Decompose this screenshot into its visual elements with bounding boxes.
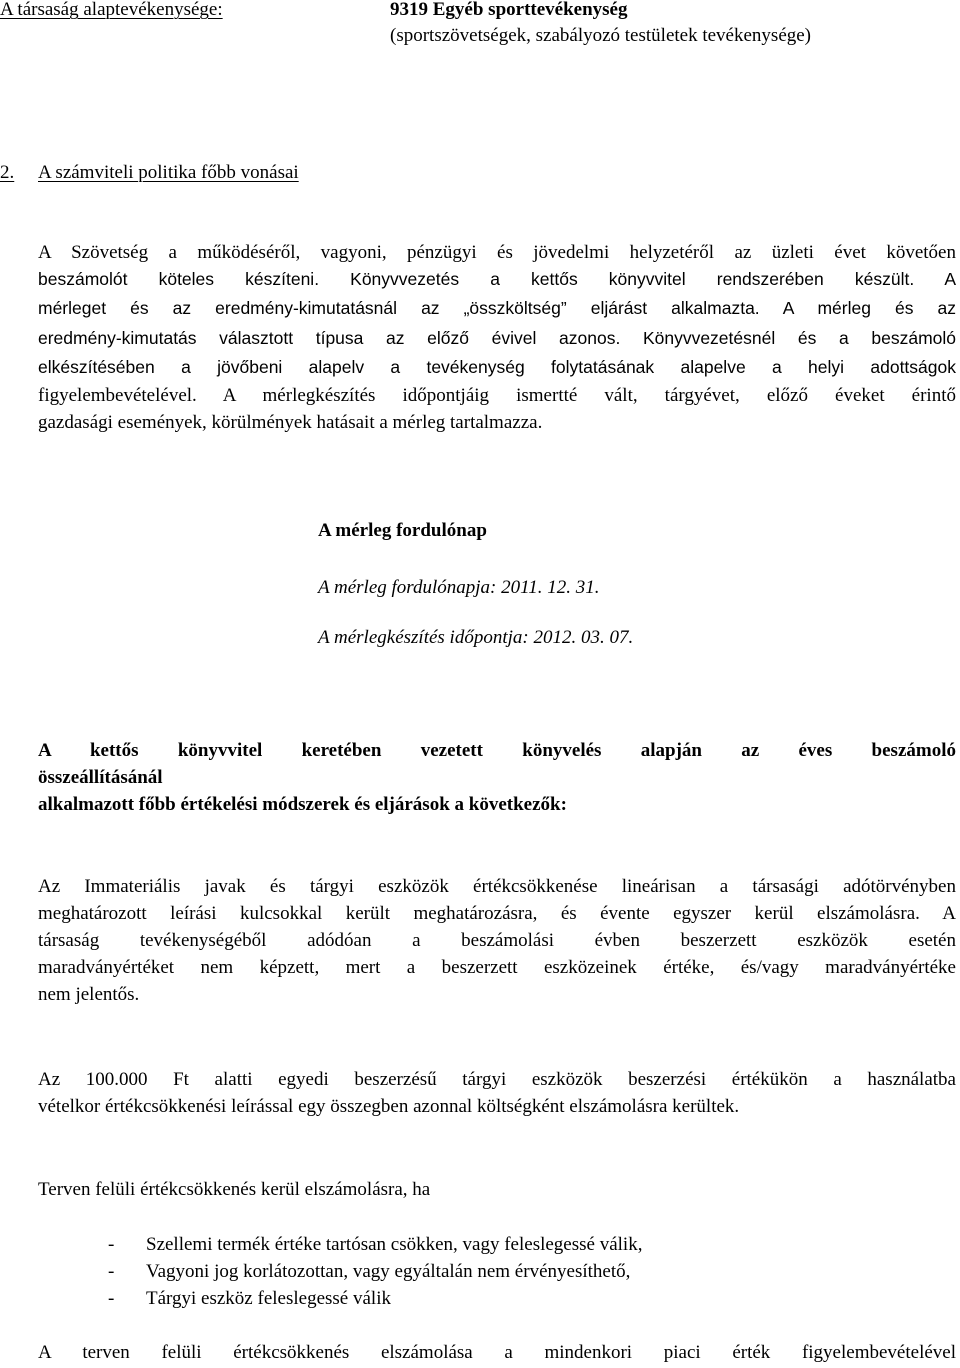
impairment-closing: A terven felüli értékcsökkenés elszámolása a mindenkori piaci érték figyelembevételével (38, 1342, 956, 1363)
intro-line-3: mérleget és az eredmény-kimutatásnál az „összköltség” eljárást alkalmazta. A mérleg és az (38, 298, 956, 318)
activity-code: 9319 Egyéb sporttevékenység (390, 0, 628, 20)
activity-description: (sportszövetségek, szabályozó testületek tevékenysége) (390, 25, 812, 46)
list-item: Szellemi termék értéke tartósan csökken, vagy feleslegessé válik, (146, 1234, 643, 1255)
methods-heading-line-3: alkalmazott főbb értékelési módszerek és eljárások a következők: (38, 794, 567, 815)
depreciation-line-2: meghatározott leírási kulcsokkal került meghatározásra, és évente egyszer kerül elszámolásra. A (38, 903, 956, 924)
intro-line-4: eredmény-kimutatás választott típusa az előző évivel azonos. Könyvvezetésnél és a beszámoló (38, 328, 956, 348)
intro-line-1: A Szövetség a működéséről, vagyoni, pénzügyi és jövedelmi helyzetéről az üzleti évet követően (38, 242, 956, 263)
list-item-dash: - (108, 1261, 115, 1282)
depreciation-line-5: nem jelentős. (38, 984, 140, 1005)
section-title: A számviteli politika főbb vonásai (38, 162, 299, 183)
list-item-dash: - (108, 1288, 115, 1309)
list-item: Tárgyi eszköz feleslegessé válik (146, 1288, 391, 1309)
section-number: 2. (0, 162, 15, 183)
intro-line-7: gazdasági események, körülmények hatásait a mérleg tartalmazza. (38, 412, 543, 433)
small-assets-line-1: Az 100.000 Ft alatti egyedi beszerzésű tárgyi eszközök beszerzési értékükön a használatba (38, 1069, 956, 1090)
intro-line-2: beszámolót köteles készíteni. Könyvvezetés a kettős könyvvitel rendszerében készült. A (38, 269, 956, 289)
small-assets-line-2: vételkor értékcsökkenési leírással egy összegben azonnal költségként elszámolásra kerültek. (38, 1096, 740, 1117)
depreciation-line-4: maradványértéket nem képzett, mert a beszerzett eszközeinek értéke, és/vagy maradványértéke (38, 957, 956, 978)
depreciation-line-3: társaság tevékenységéből adódóan a beszámolási évben beszerzett eszközök esetén (38, 930, 956, 951)
impairment-intro: Terven felüli értékcsökkenés kerül elszámolásra, ha (38, 1179, 431, 1200)
methods-heading-line-2: összeállításánál (38, 767, 163, 788)
methods-heading-line-1: A kettős könyvvitel keretében vezetett könyvelés alapján az éves beszámoló (38, 740, 956, 761)
intro-line-5: elkészítésében a jövőbeni alapelv a tevékenység folytatásának alapelve a helyi adottságok (38, 357, 956, 377)
balance-prep-date: A mérlegkészítés időpontja: 2012. 03. 07. (318, 627, 634, 648)
list-item-dash: - (108, 1234, 115, 1255)
depreciation-line-1: Az Immateriális javak és tárgyi eszközök értékcsökkenése lineárisan a társasági adótörvényben (38, 876, 956, 897)
balance-date: A mérleg fordulónapja: 2011. 12. 31. (318, 577, 600, 598)
intro-line-6: figyelembevételével. A mérlegkészítés időpontjáig ismertté vált, tárgyévet, előző éveket érintő (38, 385, 956, 406)
list-item: Vagyoni jog korlátozottan, vagy egyáltalán nem érvényesíthető, (146, 1261, 631, 1282)
balance-heading: A mérleg fordulónap (318, 520, 487, 541)
activity-label: A társaság alaptevékenysége: (0, 0, 223, 20)
